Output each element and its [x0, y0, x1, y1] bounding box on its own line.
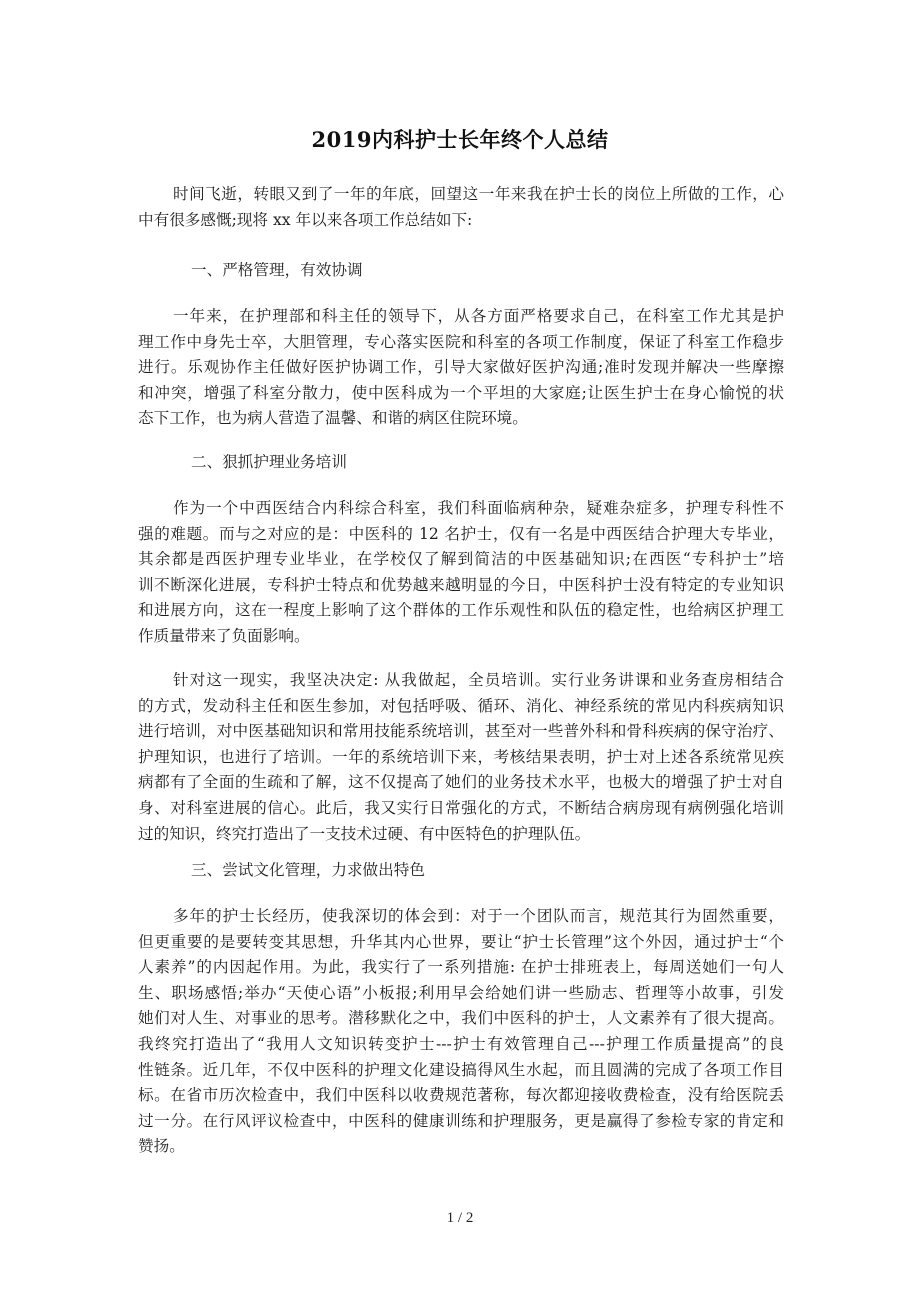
- paragraph-line: 进行培训，对中医基础知识和常用技能系统培训，甚至对一些普外科和骨科疾病的保守治疗、: [138, 722, 784, 741]
- document-title: 2019内科护士长年终个人总结: [311, 127, 609, 152]
- paragraph-line: 赞扬。: [138, 1137, 185, 1156]
- paragraph-line: 人素养”的内因起作用。为此，我实行了一系列措施: 在护士排班表上，每周送她们一句人: [138, 958, 784, 977]
- paragraph-line: 时间飞逝，转眼又到了一年的年底，回望这一年来我在护士长的岗位上所做的工作，心: [173, 185, 784, 203]
- paragraph-line: 态下工作，也为病人营造了温馨、和谐的病区住院环境。: [138, 409, 528, 428]
- section-heading-3: [138, 858, 784, 884]
- paragraph-line: 其余都是西医护理专业毕业，在学校仅了解到简洁的中医基础知识;在西医“专科护士”培: [138, 550, 784, 569]
- paragraph-line: 作质量带来了负面影响。: [138, 626, 310, 645]
- paragraph-line: 过的知识，终究打造出了一支技术过硬、有中医特色的护理队伍。: [138, 824, 591, 843]
- section-heading: 一、严格管理，有效协调: [191, 261, 363, 279]
- paragraph-line: 作为一个中西医结合内科综合科室，我们科面临病种杂，疑难杂症多，护理专科性不: [173, 499, 784, 517]
- paragraph-line: 生、职场感悟;举办“天使心语”小板报;利用早会给她们讲一些励志、哲理等小故事，引发: [138, 983, 784, 1002]
- paragraph-training-problem: [138, 496, 784, 650]
- paragraph-line: 进行。乐观协作主任做好医护协调工作，引导大家做好医护沟通;准时发现并解决一些摩擦: [138, 358, 784, 377]
- paragraph-line: 和冲突，增强了科室分散力，使中医科成为一个平坦的大家庭;让医生护士在身心愉悦的状: [138, 383, 784, 402]
- section-heading: 三、尝试文化管理，力求做出特色: [191, 861, 425, 879]
- section-heading: 二、狠抓护理业务培训: [191, 453, 347, 471]
- section-heading-1: [138, 258, 784, 284]
- paragraph-line: 病都有了全面的生疏和了解，这不仅提高了她们的业务技术水平，也极大的增强了护士对自: [138, 773, 784, 792]
- paragraph-training-solution: [138, 668, 784, 847]
- paragraph-line: 一年来，在护理部和科主任的领导下，从各方面严格要求自己，在科室工作尤其是护: [173, 307, 784, 325]
- paragraph-line: 性链条。近几年，不仅中医科的护理文化建设搞得风生水起，而且圆满的完成了各项工作目: [138, 1060, 784, 1079]
- paragraph-line: 训不断深化进展，专科护士特点和优势越来越明显的今日，中医科护士没有特定的专业知识: [138, 575, 784, 594]
- section-heading-2: [138, 450, 784, 476]
- paragraph-line: 强的难题。而与之对应的是：中医科的 12 名护士，仅有一名是中西医结合护理大专毕业，: [138, 524, 784, 543]
- page-indicator: 1 / 2: [446, 1210, 474, 1226]
- paragraph-line: 中有很多感慨;现将 xx 年以来各项工作总结如下:: [138, 210, 473, 229]
- paragraph-line: 过一分。在行风评议检查中，中医科的健康训练和护理服务，更是赢得了参检专家的肯定和: [138, 1111, 784, 1130]
- paragraph-line: 多年的护士长经历，使我深切的体会到：对于一个团队而言，规范其行为固然重要，: [173, 907, 784, 925]
- paragraph-line: 的方式，发动科主任和医生参加，对包括呼吸、循环、消化、神经系统的常见内科疾病知识: [138, 696, 784, 715]
- paragraph-line: 身、对科室进展的信心。此后，我又实行日常强化的方式，不断结合病房现有病例强化培训: [138, 798, 784, 817]
- paragraph-line: 标。在省市历次检查中，我们中医科以收费规范著称，每次都迎接收费检查，没有给医院丢: [138, 1086, 784, 1105]
- paragraph-line: 但更重要的是要转变其思想，升华其内心世界，要让“护士长管理”这个外因，通过护士“个: [138, 932, 784, 951]
- paragraph-line: 护理知识，也进行了培训。一年的系统培训下来，考核结果表明，护士对上述各系统常见疾: [138, 747, 784, 766]
- paragraph-management: [138, 304, 784, 432]
- paragraph-culture: [138, 904, 784, 1160]
- paragraph-line: 理工作中身先士卒，大胆管理，专心落实医院和科室的各项工作制度，保证了科室工作稳步: [138, 332, 784, 351]
- paragraph-line: 我终究打造出了“我用人文知识转变护士---护士有效管理自己---护理工作质量提高”的良: [138, 1034, 784, 1053]
- paragraph-line: 针对这一现实，我坚决决定: 从我做起，全员培训。实行业务讲课和业务查房相结合: [173, 671, 784, 689]
- paragraph-line: 她们对人生、对事业的思考。潜移默化之中，我们中医科的护士，人文素养有了很大提高。: [138, 1009, 784, 1028]
- paragraph-line: 和进展方向，这在一程度上影响了这个群体的工作乐观性和队伍的稳定性，也给病区护理工: [138, 601, 784, 620]
- paragraph-intro: [138, 182, 784, 233]
